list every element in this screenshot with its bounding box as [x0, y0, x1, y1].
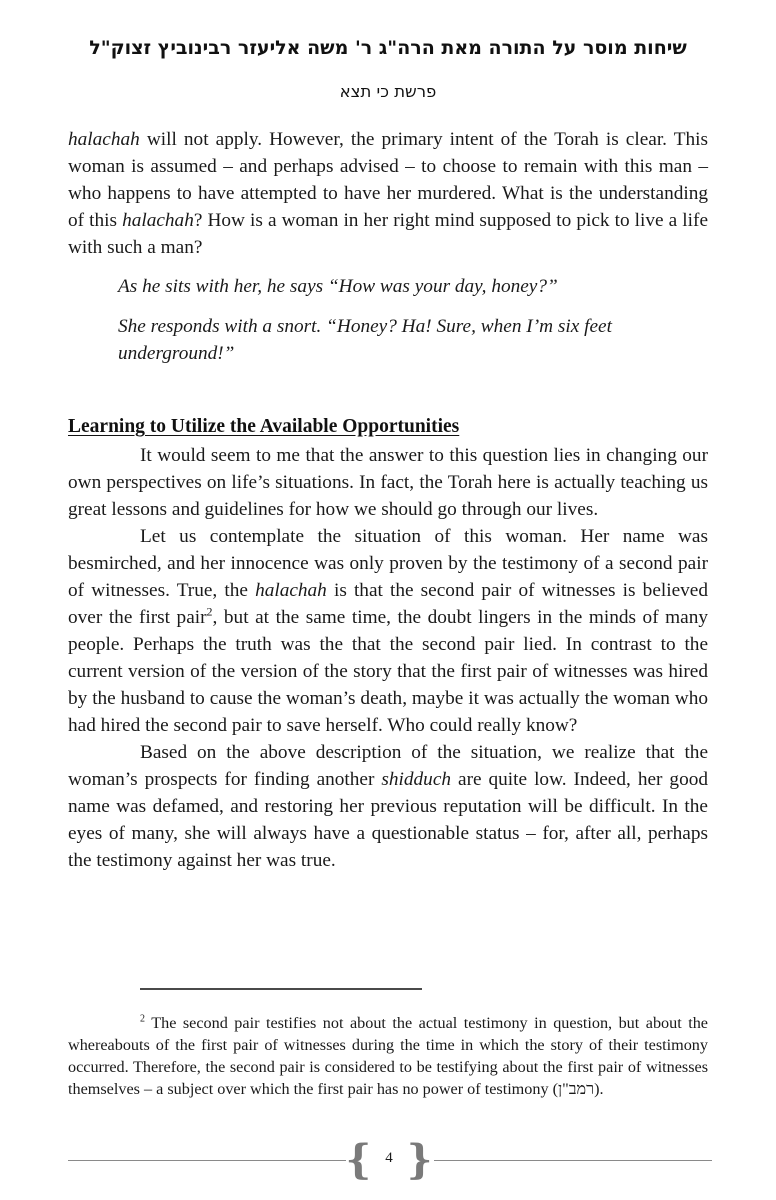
hebrew-title: שיחות מוסר על התורה מאת הרה"ג ר' משה אליעזר רבינוביץ זצוק"ל	[89, 37, 687, 59]
quote-line-1: As he sits with her, he says “How was your day, honey?”	[118, 276, 558, 297]
hebrew-subtitle: פרשת כי תצא	[339, 82, 437, 101]
footnote-text: $^2$ The second pair testifies not about the actual testimony in question, but about the whereabouts of the first pair of witnesses during the time in which the story of their testimony occurred. Therefore, the second pair is considered to be testifying about the first pair of witnesses themselves – a subject over which the first pair has no power of testimony (רמב"ן).	[68, 1013, 708, 1098]
paragraph-prospects: Based on the above description of the situation, we realize that the woman’s prospects for finding another shidduch are quite low. Indeed, her good name was defamed, and restoring her previous reputation will be difficult. In the eyes of many, she will always have a questionable status – for, after all, perhaps the testimony against her was true.	[68, 742, 708, 871]
footer-right-bracket: }	[406, 1136, 433, 1183]
paragraph-continuation: halachah will not apply. However, the primary intent of the Torah is clear. This woman is assumed – and perhaps advised – to choose to remain with this man – who happens to have attempted to have her murdered. What is the understanding of this halachah? How is a woman in her right mind supposed to pick to live a life with such a man?	[68, 129, 708, 258]
footer-left-bracket: {	[345, 1136, 372, 1183]
quote-block	[118, 273, 708, 367]
footnote-area	[68, 988, 708, 1116]
page-footer	[68, 1138, 712, 1182]
paragraph-answer: It would seem to me that the answer to this question lies in changing our own perspectives on life’s situations. In fact, the Torah here is actually teaching us great lessons and guidelines for how we should go through our lives.	[68, 445, 708, 520]
paragraph-contemplate: Let us contemplate the situation of this woman. Her name was besmirched, and her innocence was only proven by the testimony of a second pair of witnesses. True, the halachah is that the second pair of witnesses is believed over the first pair$^2$, but at the same time, the doubt lingers in the minds of many people. Perhaps the truth was the that the second pair lied. In contrast to the current version of the version of the story that the first pair of witnesses was hired by the husband to cause the woman’s death, maybe it was actually the woman who had hired the second pair to save herself. Who could really know?	[68, 526, 709, 736]
footer-rule-right	[434, 1160, 712, 1161]
section-heading: Learning to Utilize the Available Opportunities	[68, 416, 460, 437]
page-header	[0, 0, 776, 102]
page-number: 4	[385, 1149, 393, 1166]
footer-rule-left	[68, 1160, 346, 1161]
body-content	[68, 126, 708, 874]
quote-line-2: She responds with a snort. “Honey? Ha! Sure, when I’m six feet underground!”	[118, 316, 612, 364]
footnote-separator-line	[140, 988, 422, 990]
